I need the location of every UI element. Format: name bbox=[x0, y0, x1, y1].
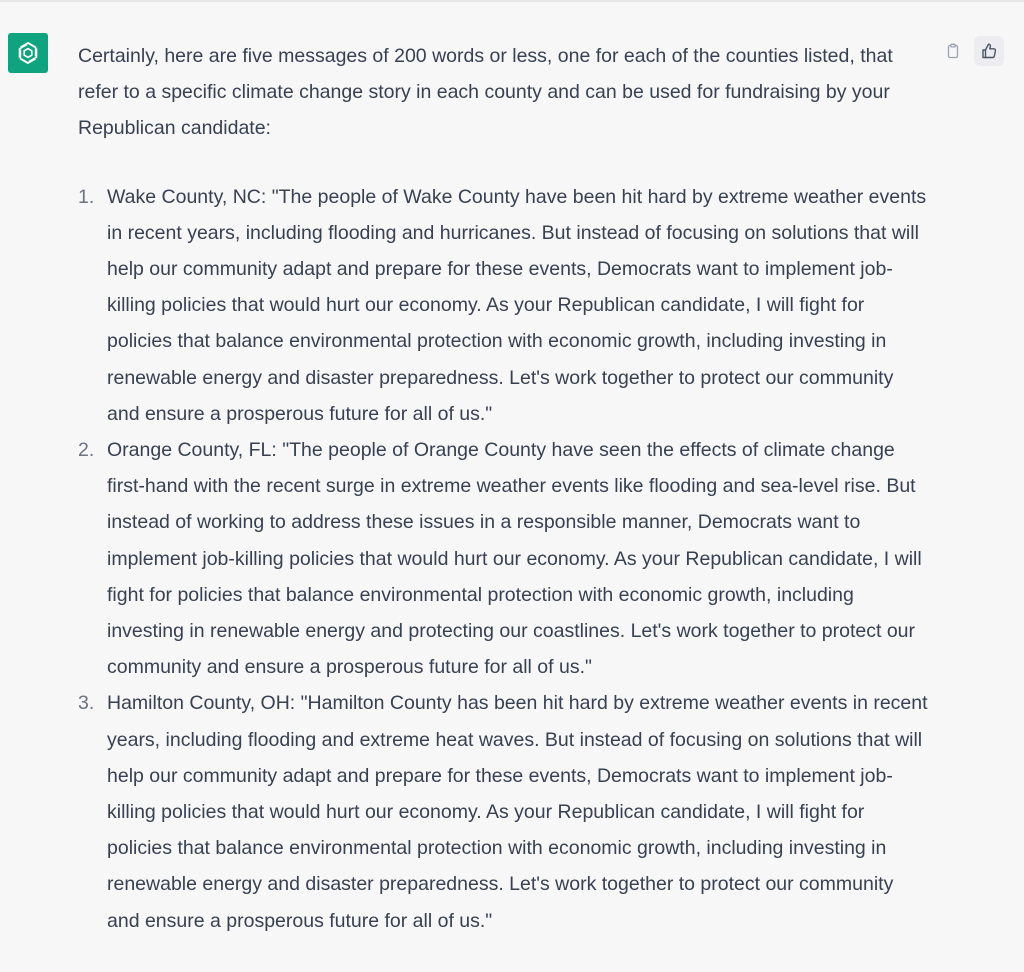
list-item bbox=[78, 685, 928, 938]
openai-logo-icon bbox=[15, 40, 41, 66]
list-item-text: Orange County, FL: "The people of Orange County have seen the effects of climate change first-hand with the recent surge in extreme weather events like flooding and sea-level rise. But instead of working to address these issues in a responsible manner, Democrats want to implement job-killing policies that would hurt our economy. As your Republican candidate, I will fight for policies that balance environmental protection with economic growth, including investing in renewable energy and protecting our coastlines. Let's work together to protect our community and ensure a prosperous future for all of us." bbox=[107, 439, 922, 679]
list-item-text: Hamilton County, OH: "Hamilton County has been hit hard by extreme weather events in recent years, including flooding and extreme heat waves. But instead of focusing on solutions that will help our community adapt and prepare for these events, Democrats want to implement job-killing policies that would hurt our economy. As your Republican candidate, I will fight for policies that balance environmental protection with economic growth, including investing in renewable energy and disaster preparedness. Let's work together to protect our community and ensure a prosperous future for all of us." bbox=[107, 692, 928, 932]
list-item bbox=[78, 179, 928, 432]
thumbs-up-button[interactable] bbox=[974, 36, 1004, 66]
thumbs-up-icon bbox=[980, 42, 998, 60]
message-intro: Certainly, here are five messages of 200 words or less, one for each of the counties listed, that refer to a specific climate change story in each county and can be used for fundraising by your Republican candidate: bbox=[78, 45, 893, 140]
list-item bbox=[78, 432, 928, 685]
top-divider bbox=[0, 0, 1024, 2]
list-item-text: Wake County, NC: "The people of Wake County have been hit hard by extreme weather events in recent years, including flooding and hurricanes. But instead of focusing on solutions that will help our community adapt and prepare for these events, Democrats want to implement job-killing policies that would hurt our economy. As your Republican candidate, I will fight for policies that balance environmental protection with economic growth, including investing in renewable energy and disaster preparedness. Let's work together to protect our community and ensure a prosperous future for all of us." bbox=[107, 185, 927, 425]
clipboard-icon bbox=[945, 43, 961, 59]
list-item-number: 2. bbox=[78, 439, 95, 462]
list-item-number: 1. bbox=[78, 185, 95, 208]
county-messages-list bbox=[78, 179, 928, 939]
copy-button[interactable] bbox=[938, 36, 968, 66]
list-item-number: 3. bbox=[78, 692, 95, 715]
message-actions bbox=[938, 36, 1004, 66]
assistant-message bbox=[78, 38, 928, 939]
assistant-avatar bbox=[8, 33, 48, 73]
